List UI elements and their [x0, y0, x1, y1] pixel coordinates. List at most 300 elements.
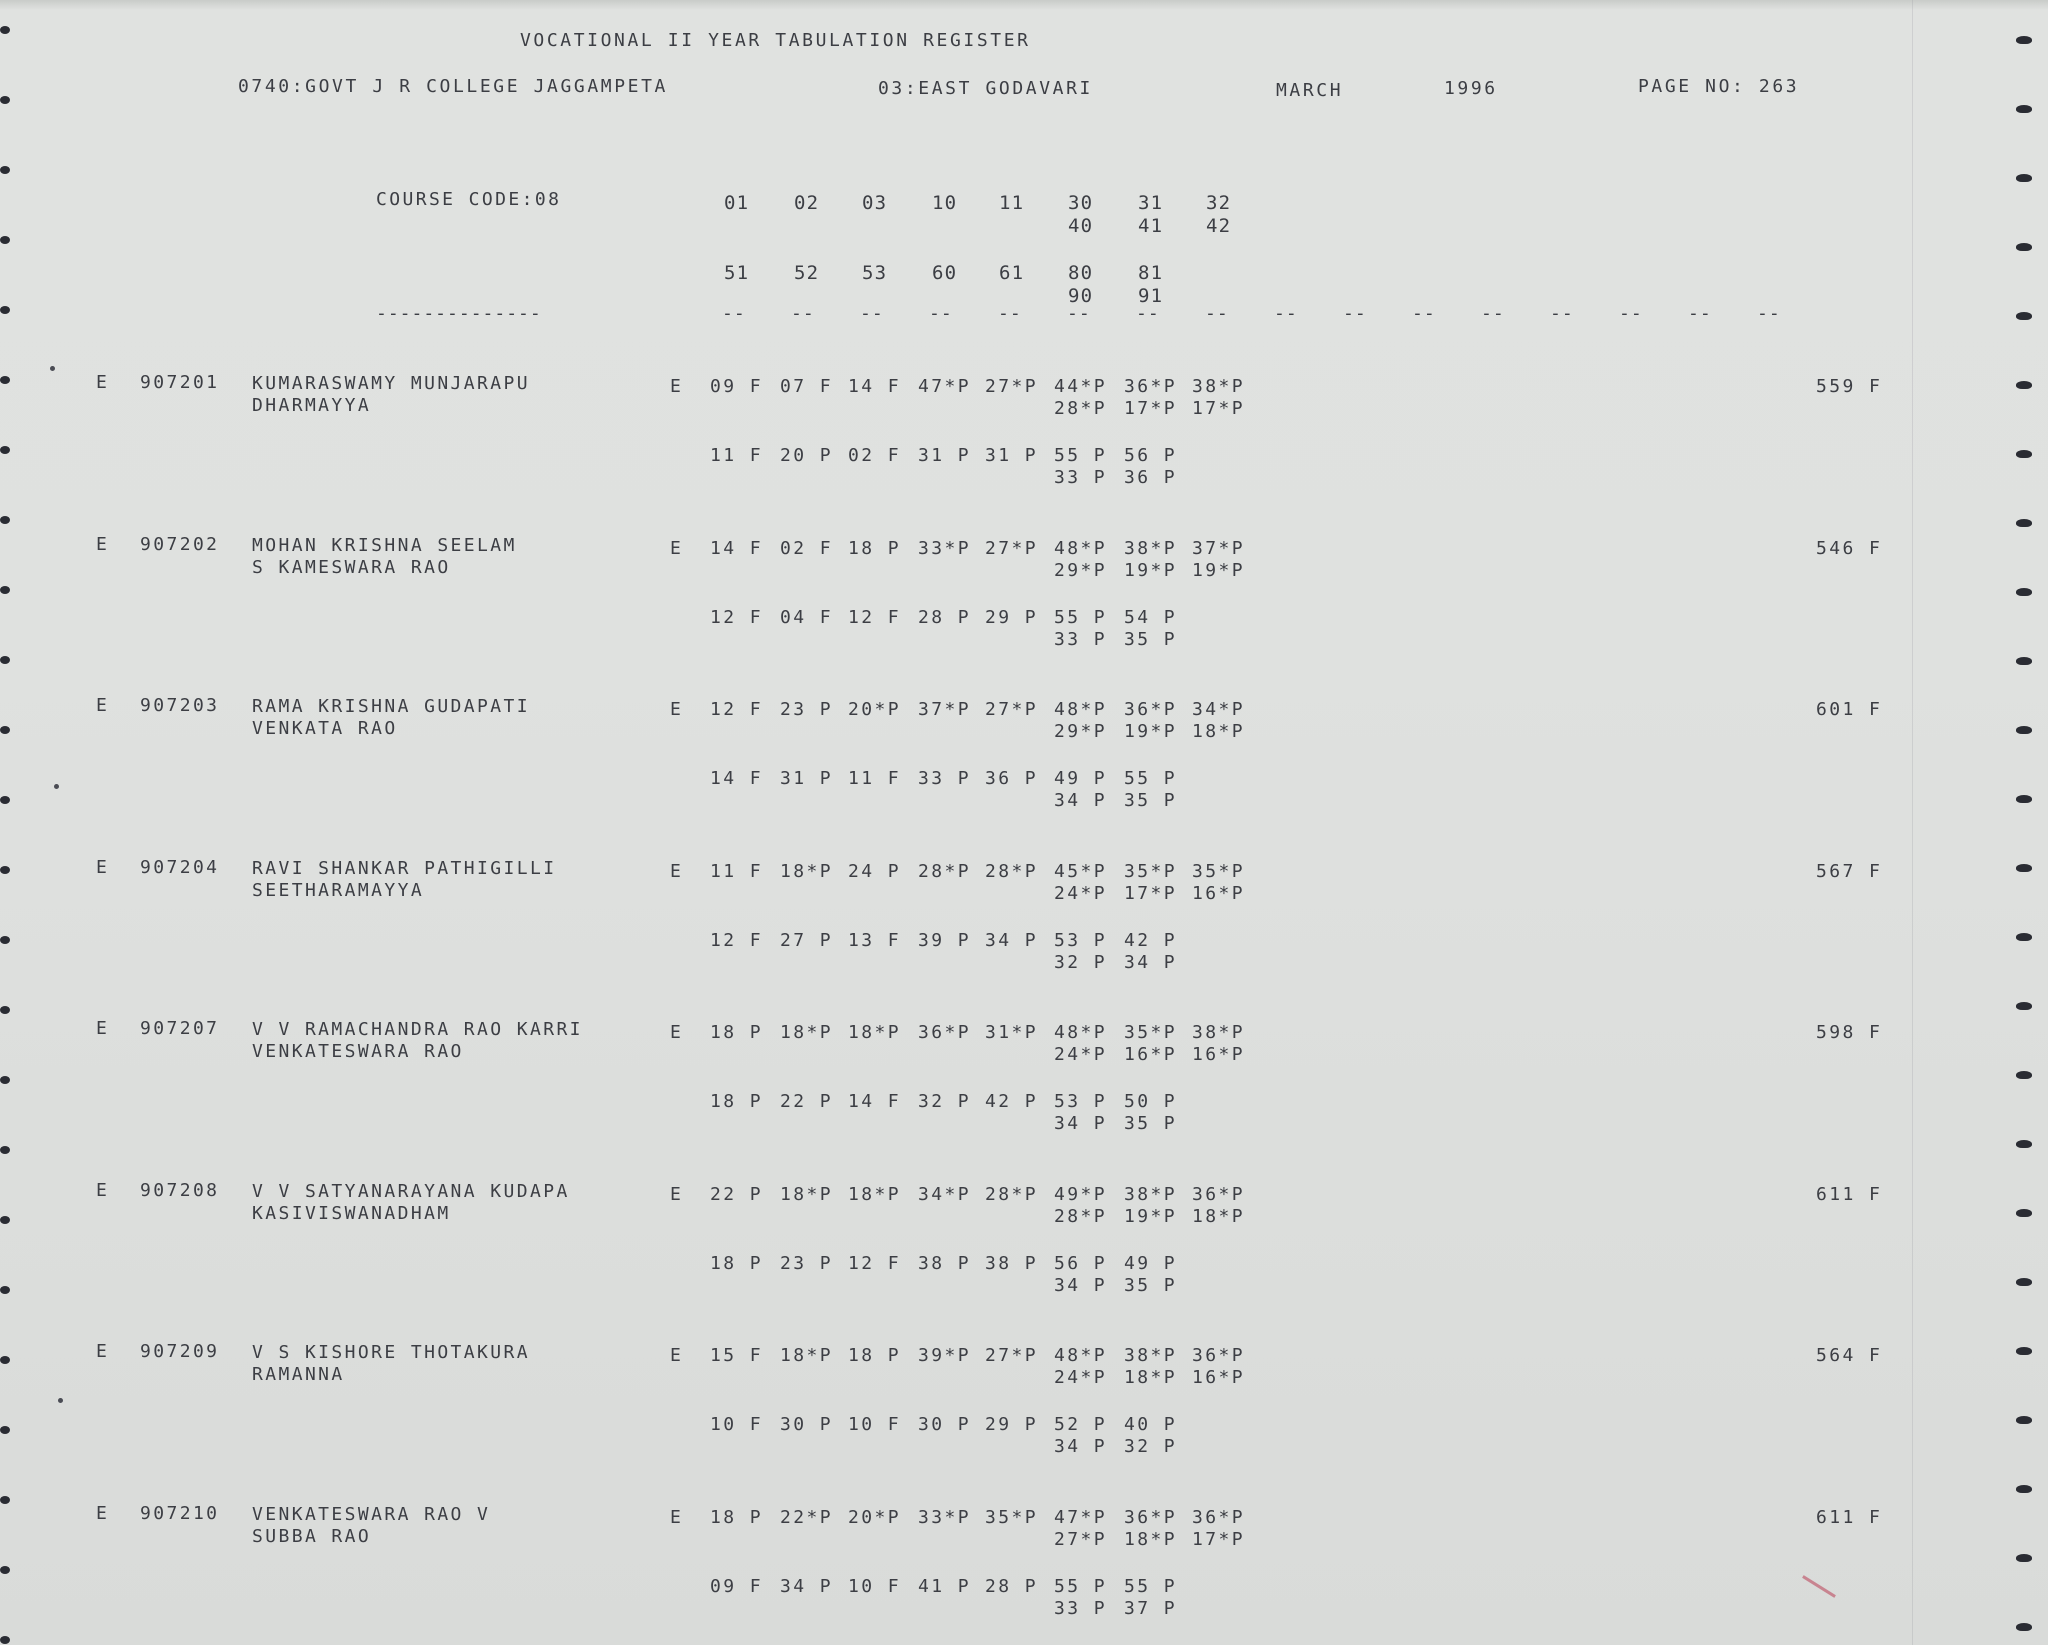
mark-cell: 30 P — [780, 1414, 833, 1435]
medium-code: E — [670, 860, 684, 882]
mark-cell: 14 F — [848, 1091, 901, 1112]
feed-hole — [2016, 864, 2032, 872]
feed-hole — [0, 656, 10, 664]
mark-cell: 09 F — [710, 1575, 763, 1597]
feed-hole — [0, 1076, 10, 1084]
exam-flag: E — [96, 1341, 110, 1362]
mark-cell: 36*P — [1124, 1506, 1177, 1528]
subject-code: 91 — [1138, 285, 1164, 307]
mark-cell: 12 F — [848, 606, 901, 628]
mark-cell: 38*P — [1192, 1022, 1245, 1043]
mark-cell: 11 F — [710, 860, 763, 882]
left-tractor-feed-strip — [0, 0, 14, 1645]
mark-cell: 24*P — [1054, 1367, 1107, 1388]
column-dash: -- — [1550, 303, 1574, 324]
column-dash: -- — [1412, 303, 1436, 324]
mark-cell: 27*P — [1054, 1528, 1107, 1550]
feed-hole — [2016, 1416, 2032, 1424]
mark-cell: 11 F — [848, 768, 901, 789]
mark-cell: 48*P — [1054, 537, 1107, 559]
mark-cell: 28*P — [1054, 1205, 1107, 1227]
mark-cell: 50 P — [1124, 1091, 1177, 1112]
mark-cell: 32 P — [918, 1091, 971, 1112]
mark-cell: 55 P — [1054, 606, 1107, 628]
medium-code: E — [670, 1022, 684, 1043]
mark-cell: 35 P — [1124, 1274, 1177, 1296]
subject-code: 61 — [999, 262, 1025, 284]
medium-code: E — [670, 537, 684, 559]
subject-code: 90 — [1068, 285, 1094, 307]
mark-cell: 34 P — [1054, 790, 1107, 811]
feed-hole — [0, 166, 10, 174]
mark-cell: 29*P — [1054, 721, 1107, 742]
feed-hole — [0, 96, 10, 104]
mark-cell: 10 F — [710, 1414, 763, 1435]
mark-cell: 18*P — [848, 1183, 901, 1205]
column-dash: -- — [1205, 303, 1229, 324]
mark-cell: 18 P — [710, 1252, 763, 1274]
mark-cell: 33 P — [1054, 628, 1107, 650]
medium-code: E — [670, 1183, 684, 1205]
column-dash: -- — [1067, 303, 1091, 324]
total-result: 559 F — [1816, 376, 1883, 397]
feed-hole — [2016, 312, 2032, 320]
register-number: 907207 — [140, 1018, 220, 1039]
mark-cell: 35*P — [1124, 1022, 1177, 1043]
exam-flag: E — [96, 856, 110, 878]
student-name: V V SATYANARAYANA KUDAPA — [252, 1180, 570, 1202]
medium-code: E — [670, 699, 684, 720]
total-result: 598 F — [1816, 1022, 1883, 1043]
mark-cell: 35 P — [1124, 1113, 1177, 1134]
feed-hole — [2016, 1485, 2032, 1493]
total-result: 564 F — [1816, 1345, 1883, 1366]
mark-cell: 18*P — [1192, 721, 1245, 742]
mark-cell: 34 P — [1054, 1274, 1107, 1296]
father-name: VENKATA RAO — [252, 718, 398, 739]
mark-cell: 28*P — [985, 1183, 1038, 1205]
column-dash: -- — [929, 303, 953, 324]
father-name: RAMANNA — [252, 1364, 345, 1385]
mark-cell: 55 P — [1054, 1575, 1107, 1597]
stray-mark — [58, 1398, 63, 1403]
register-number: 907208 — [140, 1179, 220, 1201]
mark-cell: 34 P — [1124, 951, 1177, 973]
feed-hole — [0, 796, 10, 804]
mark-cell: 24 P — [848, 860, 901, 882]
column-dash: -- — [860, 303, 884, 324]
mark-cell: 34*P — [918, 1183, 971, 1205]
mark-cell: 47*P — [1054, 1506, 1107, 1528]
mark-cell: 39 P — [918, 929, 971, 951]
mark-cell: 19*P — [1124, 1205, 1177, 1227]
feed-hole — [2016, 795, 2032, 803]
mark-cell: 23 P — [780, 1252, 833, 1274]
mark-cell: 12 F — [710, 699, 763, 720]
mark-cell: 31 P — [985, 445, 1038, 466]
mark-cell: 49 P — [1124, 1252, 1177, 1274]
column-dash: -- — [998, 303, 1022, 324]
feed-hole — [2016, 588, 2032, 596]
feed-hole — [2016, 933, 2032, 941]
pen-mark — [1802, 1575, 1836, 1598]
mark-cell: 33 P — [918, 768, 971, 789]
mark-cell: 02 F — [848, 445, 901, 466]
mark-cell: 04 F — [780, 606, 833, 628]
feed-hole — [0, 1636, 10, 1644]
mark-cell: 12 F — [710, 929, 763, 951]
mark-cell: 38 P — [985, 1252, 1038, 1274]
feed-hole — [0, 586, 10, 594]
mark-cell: 32 P — [1124, 1436, 1177, 1457]
exam-flag: E — [96, 372, 110, 393]
feed-hole — [2016, 1278, 2032, 1286]
subject-code: 30 — [1068, 192, 1094, 214]
mark-cell: 22*P — [780, 1506, 833, 1528]
mark-cell: 14 F — [848, 376, 901, 397]
mark-cell: 56 P — [1124, 445, 1177, 466]
exam-year: 1996 — [1444, 78, 1498, 99]
mark-cell: 35*P — [1192, 860, 1245, 882]
feed-hole — [2016, 105, 2032, 113]
mark-cell: 22 P — [710, 1183, 763, 1205]
mark-cell: 48*P — [1054, 1345, 1107, 1366]
mark-cell: 36 P — [1124, 467, 1177, 488]
feed-hole — [0, 866, 10, 874]
feed-hole — [2016, 174, 2032, 182]
mark-cell: 49*P — [1054, 1183, 1107, 1205]
mark-cell: 29 P — [985, 1414, 1038, 1435]
college-name: 0740:GOVT J R COLLEGE JAGGAMPETA — [238, 76, 668, 97]
register-number: 907201 — [140, 372, 220, 393]
mark-cell: 27*P — [985, 376, 1038, 397]
subject-code: 10 — [932, 192, 958, 214]
mark-cell: 33*P — [918, 537, 971, 559]
mark-cell: 36*P — [1124, 376, 1177, 397]
exam-month: MARCH — [1276, 80, 1344, 101]
mark-cell: 18*P — [780, 1345, 833, 1366]
feed-hole — [0, 446, 10, 454]
column-dash: -- — [791, 303, 815, 324]
mark-cell: 29*P — [1054, 559, 1107, 581]
feed-hole — [2016, 450, 2032, 458]
student-name: MOHAN KRISHNA SEELAM — [252, 534, 517, 556]
column-dash: -- — [1481, 303, 1505, 324]
mark-cell: 18*P — [780, 860, 833, 882]
stray-mark — [54, 784, 59, 789]
feed-hole — [0, 376, 10, 384]
mark-cell: 48*P — [1054, 1022, 1107, 1043]
feed-hole — [0, 236, 10, 244]
mark-cell: 11 F — [710, 445, 763, 466]
mark-cell: 55 P — [1124, 1575, 1177, 1597]
mark-cell: 37*P — [918, 699, 971, 720]
mark-cell: 41 P — [918, 1575, 971, 1597]
mark-cell: 42 P — [985, 1091, 1038, 1112]
mark-cell: 45*P — [1054, 860, 1107, 882]
mark-cell: 12 F — [848, 1252, 901, 1274]
mark-cell: 28*P — [985, 860, 1038, 882]
mark-cell: 30 P — [918, 1414, 971, 1435]
mark-cell: 37*P — [1192, 537, 1245, 559]
feed-hole — [2016, 1347, 2032, 1355]
feed-hole — [0, 1566, 10, 1574]
margin-rule — [1912, 0, 1913, 1645]
mark-cell: 27*P — [985, 1345, 1038, 1366]
mark-cell: 20*P — [848, 1506, 901, 1528]
medium-code: E — [670, 1345, 684, 1366]
student-name: V V RAMACHANDRA RAO KARRI — [252, 1019, 583, 1040]
mark-cell: 53 P — [1054, 929, 1107, 951]
student-name: RAVI SHANKAR PATHIGILLI — [252, 857, 557, 879]
mark-cell: 17*P — [1124, 398, 1177, 419]
subject-code: 81 — [1138, 262, 1164, 284]
mark-cell: 29 P — [985, 606, 1038, 628]
exam-flag: E — [96, 1502, 110, 1524]
mark-cell: 23 P — [780, 699, 833, 720]
column-dash: -- — [1136, 303, 1160, 324]
mark-cell: 48*P — [1054, 699, 1107, 720]
father-name: VENKATESWARA RAO — [252, 1041, 464, 1062]
mark-cell: 38*P — [1124, 1183, 1177, 1205]
right-tractor-feed-strip — [2010, 0, 2040, 1645]
subject-code: 02 — [794, 192, 820, 214]
mark-cell: 34*P — [1192, 699, 1245, 720]
column-dash: -- — [1688, 303, 1712, 324]
mark-cell: 34 P — [985, 929, 1038, 951]
mark-cell: 34 P — [780, 1575, 833, 1597]
district-name: 03:EAST GODAVARI — [878, 78, 1093, 99]
mark-cell: 19*P — [1124, 559, 1177, 581]
mark-cell: 33 P — [1054, 1597, 1107, 1619]
student-name: V S KISHORE THOTAKURA — [252, 1342, 530, 1363]
mark-cell: 28*P — [1054, 398, 1107, 419]
father-name: SUBBA RAO — [252, 1525, 372, 1547]
mark-cell: 18 P — [848, 537, 901, 559]
subject-code: 31 — [1138, 192, 1164, 214]
feed-hole — [2016, 1002, 2032, 1010]
mark-cell: 55 P — [1054, 445, 1107, 466]
mark-cell: 36*P — [918, 1022, 971, 1043]
feed-hole — [2016, 381, 2032, 389]
column-dash: -- — [1274, 303, 1298, 324]
mark-cell: 36*P — [1192, 1183, 1245, 1205]
mark-cell: 34 P — [1054, 1436, 1107, 1457]
mark-cell: 18 P — [848, 1345, 901, 1366]
register-number: 907203 — [140, 695, 220, 716]
feed-hole — [2016, 243, 2032, 251]
mark-cell: 31 P — [918, 445, 971, 466]
exam-flag: E — [96, 1018, 110, 1039]
column-dash: -- — [1619, 303, 1643, 324]
feed-hole — [2016, 1209, 2032, 1217]
mark-cell: 35 P — [1124, 790, 1177, 811]
mark-cell: 14 F — [710, 537, 763, 559]
register-number: 907209 — [140, 1341, 220, 1362]
feed-hole — [2016, 1554, 2032, 1562]
mark-cell: 17*P — [1192, 398, 1245, 419]
subject-code: 60 — [932, 262, 958, 284]
mark-cell: 34 P — [1054, 1113, 1107, 1134]
feed-hole — [0, 516, 10, 524]
exam-flag: E — [96, 695, 110, 716]
mark-cell: 35 P — [1124, 628, 1177, 650]
feed-hole — [2016, 1071, 2032, 1079]
mark-cell: 22 P — [780, 1091, 833, 1112]
feed-hole — [0, 936, 10, 944]
mark-cell: 18*P — [780, 1183, 833, 1205]
mark-cell: 12 F — [710, 606, 763, 628]
mark-cell: 55 P — [1124, 768, 1177, 789]
mark-cell: 18*P — [848, 1022, 901, 1043]
exam-flag: E — [96, 533, 110, 555]
student-name: VENKATESWARA RAO V — [252, 1503, 491, 1525]
father-name: SEETHARAMAYYA — [252, 879, 425, 901]
mark-cell: 35*P — [985, 1506, 1038, 1528]
mark-cell: 24*P — [1054, 1044, 1107, 1065]
mark-cell: 20 P — [780, 445, 833, 466]
mark-cell: 09 F — [710, 376, 763, 397]
column-dash: -- — [1343, 303, 1367, 324]
register-title: VOCATIONAL II YEAR TABULATION REGISTER — [520, 30, 1031, 51]
mark-cell: 18*P — [780, 1022, 833, 1043]
mark-cell: 07 F — [780, 376, 833, 397]
mark-cell: 38*P — [1192, 376, 1245, 397]
subject-code: 80 — [1068, 262, 1094, 284]
total-result: 567 F — [1816, 860, 1883, 882]
mark-cell: 24*P — [1054, 882, 1107, 904]
mark-cell: 37 P — [1124, 1597, 1177, 1619]
student-name: RAMA KRISHNA GUDAPATI — [252, 696, 530, 717]
mark-cell: 36*P — [1192, 1345, 1245, 1366]
feed-hole — [0, 726, 10, 734]
feed-hole — [0, 1146, 10, 1154]
mark-cell: 16*P — [1124, 1044, 1177, 1065]
mark-cell: 16*P — [1192, 1044, 1245, 1065]
father-name: S KAMESWARA RAO — [252, 556, 451, 578]
subject-code: 41 — [1138, 215, 1164, 237]
mark-cell: 18*P — [1192, 1205, 1245, 1227]
mark-cell: 40 P — [1124, 1414, 1177, 1435]
mark-cell: 10 F — [848, 1414, 901, 1435]
mark-cell: 44*P — [1054, 376, 1107, 397]
mark-cell: 47*P — [918, 376, 971, 397]
medium-code: E — [670, 376, 684, 397]
mark-cell: 10 F — [848, 1575, 901, 1597]
mark-cell: 38 P — [918, 1252, 971, 1274]
mark-cell: 56 P — [1054, 1252, 1107, 1274]
feed-hole — [2016, 726, 2032, 734]
subject-code: 03 — [862, 192, 888, 214]
subject-code: 52 — [794, 262, 820, 284]
feed-hole — [0, 1496, 10, 1504]
mark-cell: 14 F — [710, 768, 763, 789]
column-dash: -- — [1757, 303, 1781, 324]
mark-cell: 32 P — [1054, 951, 1107, 973]
mark-cell: 36 P — [985, 768, 1038, 789]
student-name: KUMARASWAMY MUNJARAPU — [252, 373, 530, 394]
mark-cell: 27*P — [985, 699, 1038, 720]
exam-flag: E — [96, 1179, 110, 1201]
feed-hole — [2016, 657, 2032, 665]
header-underline: -------------- — [376, 303, 542, 324]
mark-cell: 38*P — [1124, 537, 1177, 559]
mark-cell: 28 P — [985, 1575, 1038, 1597]
mark-cell: 27*P — [985, 537, 1038, 559]
mark-cell: 16*P — [1192, 882, 1245, 904]
subject-code: 40 — [1068, 215, 1094, 237]
father-name: DHARMAYYA — [252, 395, 372, 416]
medium-code: E — [670, 1506, 684, 1528]
mark-cell: 38*P — [1124, 1345, 1177, 1366]
mark-cell: 49 P — [1054, 768, 1107, 789]
total-result: 611 F — [1816, 1506, 1883, 1528]
feed-hole — [2016, 36, 2032, 44]
total-result: 601 F — [1816, 699, 1883, 720]
feed-hole — [2016, 1140, 2032, 1148]
mark-cell: 36*P — [1124, 699, 1177, 720]
mark-cell: 28 P — [918, 606, 971, 628]
mark-cell: 33*P — [918, 1506, 971, 1528]
mark-cell: 15 F — [710, 1345, 763, 1366]
register-number: 907204 — [140, 856, 220, 878]
subject-code: 53 — [862, 262, 888, 284]
mark-cell: 31 P — [780, 768, 833, 789]
mark-cell: 36*P — [1192, 1506, 1245, 1528]
mark-cell: 18*P — [1124, 1528, 1177, 1550]
mark-cell: 52 P — [1054, 1414, 1107, 1435]
mark-cell: 18 P — [710, 1506, 763, 1528]
mark-cell: 13 F — [848, 929, 901, 951]
feed-hole — [0, 306, 10, 314]
register-number: 907202 — [140, 533, 220, 555]
mark-cell: 18 P — [710, 1022, 763, 1043]
column-dash: -- — [722, 303, 746, 324]
subject-code: 11 — [999, 192, 1025, 214]
mark-cell: 17*P — [1192, 1528, 1245, 1550]
page-number: PAGE NO: 263 — [1638, 76, 1800, 97]
feed-hole — [0, 1286, 10, 1294]
subject-code: 32 — [1206, 192, 1232, 214]
mark-cell: 18*P — [1124, 1367, 1177, 1388]
mark-cell: 53 P — [1054, 1091, 1107, 1112]
mark-cell: 27 P — [780, 929, 833, 951]
stray-mark — [50, 366, 55, 371]
mark-cell: 28*P — [918, 860, 971, 882]
mark-cell: 02 F — [780, 537, 833, 559]
mark-cell: 20*P — [848, 699, 901, 720]
mark-cell: 31*P — [985, 1022, 1038, 1043]
subject-code: 42 — [1206, 215, 1232, 237]
feed-hole — [0, 1216, 10, 1224]
feed-hole — [0, 1006, 10, 1014]
feed-hole — [2016, 519, 2032, 527]
feed-hole — [2016, 1623, 2032, 1631]
mark-cell: 42 P — [1124, 929, 1177, 951]
feed-hole — [0, 1426, 10, 1434]
mark-cell: 35*P — [1124, 860, 1177, 882]
subject-code: 51 — [724, 262, 750, 284]
mark-cell: 19*P — [1124, 721, 1177, 742]
mark-cell: 39*P — [918, 1345, 971, 1366]
total-result: 611 F — [1816, 1183, 1883, 1205]
mark-cell: 33 P — [1054, 467, 1107, 488]
feed-hole — [0, 1356, 10, 1364]
total-result: 546 F — [1816, 537, 1883, 559]
mark-cell: 19*P — [1192, 559, 1245, 581]
feed-hole — [0, 26, 10, 34]
mark-cell: 16*P — [1192, 1367, 1245, 1388]
